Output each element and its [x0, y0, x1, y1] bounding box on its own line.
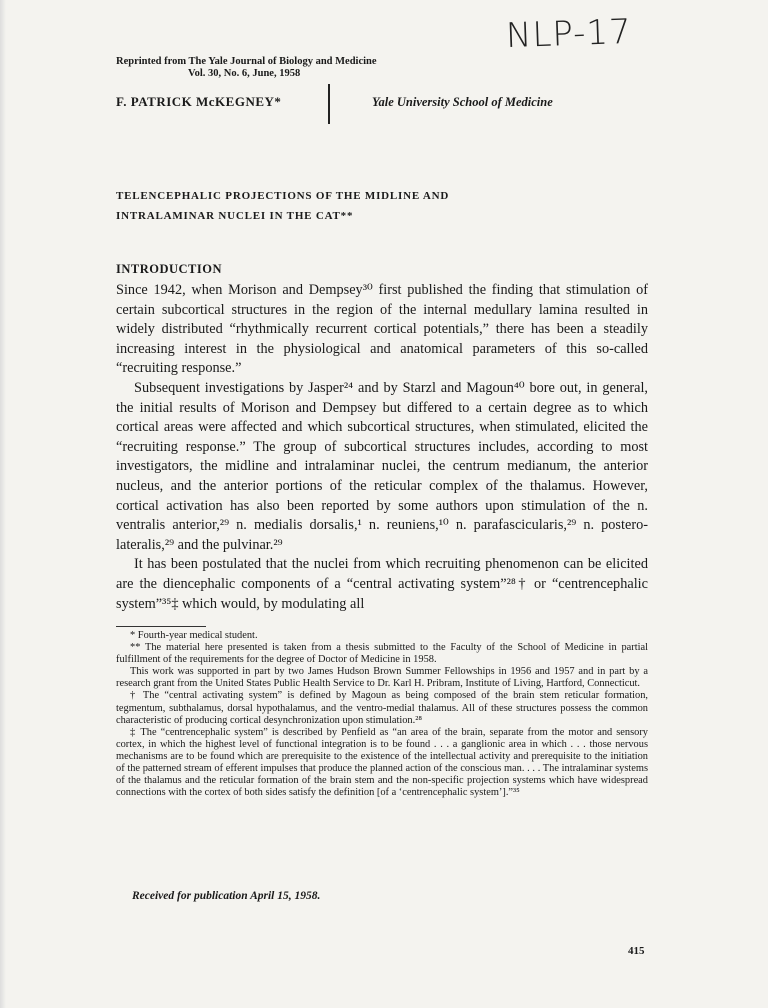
body-text — [116, 281, 648, 614]
footnote-3: This work was supported in part by two James Hudson Brown Summer Fellowships in 1956 and 1957 and in part by a research grant from the United States Public Health Service to Dr. Karl H. Pribram, Institute of Living, Hartford, Connecticut. — [116, 666, 648, 690]
scan-edge-left — [0, 0, 6, 1008]
footnote-5: ‡ The “centrencephalic system” is described by Penfield as “an area of the brain, separate from the motor and sensory cortex, in which the highest level of functional integration is to be found . . . a ganglionic area in which . . . those nervous mechanisms are to be found which are prerequisite to the existence of the intellectual activity and prerequisite to the initiation of the patterned stream of efferent impulses that produce the planned action of the conscious man. . . . The intralaminar systems of the thalamus and the reticular formation of the brain stem and the non-specific projection systems which have widespread connections with the cortex of both sides satisfy the definition [of a ‘centrencephalic system’].”³⁵ — [116, 726, 648, 799]
page-number: 415 — [628, 945, 645, 957]
reprint-volume: Vol. 30, No. 6, June, 1958 — [188, 68, 301, 79]
author-affiliation: Yale University School of Medicine — [372, 95, 553, 109]
footnote-1: * Fourth-year medical student. — [130, 630, 258, 641]
footnote-4: † The “central activating system” is defined by Magoun as being composed of the brain stem reticular formation, tegmentum, subthalamus, dorsal hypothalamus, and the ventro-medial thalamus. All of these structures possess the common characteristic of producing cortical desynchronization upon stimulation.²⁸ — [116, 690, 648, 726]
paragraph-1: Since 1942, when Morison and Dempsey³⁰ first published the finding that stimulation of certain subcortical structures in the region of the internal medullary lamina resulted in widely distributed “rhythmically recurrent cortical potentials,” there has been a steadily increasing interest in the physiological and anatomical parameters of this so-called “recruiting response.” — [116, 282, 648, 377]
author-name: F. PATRICK McKEGNEY* — [116, 94, 282, 109]
footnote-2: ** The material here presented is taken from a thesis submitted to the Faculty of the School of Medicine in partial fulfillment of the requirements for the degree of Doctor of Medicine in 1958. — [116, 642, 648, 666]
header-divider — [328, 84, 330, 124]
received-date: Received for publication April 15, 1958. — [132, 890, 321, 902]
paragraph-3: It has been postulated that the nuclei from which recruiting phenomenon can be elicited are the diencephalic components of a “central activating system”²⁸† or “centrencephalic system”³⁵‡ which would, by modulating all — [116, 556, 648, 612]
handwritten-label: NLP-17 — [505, 11, 633, 57]
reprint-notice — [116, 56, 377, 80]
footnote-rule — [116, 626, 206, 627]
footnotes — [116, 630, 648, 799]
article-title — [116, 186, 449, 226]
title-line-1: TELENCEPHALIC PROJECTIONS OF THE MIDLINE AND — [116, 190, 450, 202]
reprint-journal: Reprinted from The Yale Journal of Biology and Medicine — [116, 56, 377, 67]
paragraph-2: Subsequent investigations by Jasper²⁴ and by Starzl and Magoun⁴⁰ bore out, in general, the initial results of Morison and Dempsey but differed to a certain degree as to which cortical areas were affected and which subcortical structures, when stimulated, elicited the “recruiting response.” The group of subcortical structures includes, according to most investigators, the midline and intralaminar nuclei, the centrum medianum, the anterior nucleus, and the anterior portions of the reticular complex of the thalamus. However, cortical activation has also been reported by some authors upon stimulation of the n. ventralis anterior,²⁹ n. medialis dorsalis,¹ n. reuniens,¹⁰ n. parafascicularis,²⁹ n. postero-lateralis,²⁹ and the pulvinar.²⁹ — [116, 379, 648, 553]
title-line-2: INTRALAMINAR NUCLEI IN THE CAT** — [116, 210, 354, 222]
section-heading: INTRODUCTION — [116, 262, 223, 276]
